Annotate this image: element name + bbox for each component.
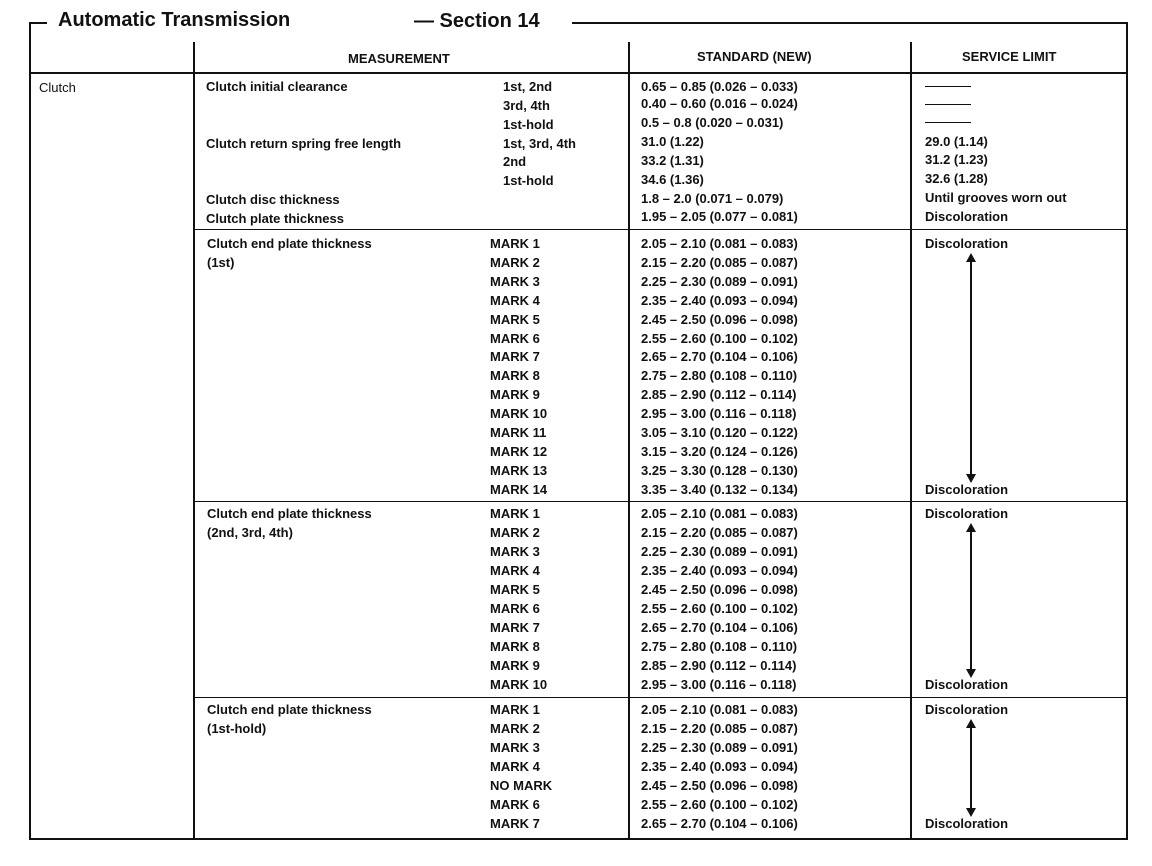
standard-value: 3.15 – 3.20 (0.124 – 0.126) <box>641 444 798 459</box>
group-item-label: Clutch end plate thickness <box>207 702 372 717</box>
arrow-up-icon <box>966 719 976 728</box>
range-arrow-icon <box>970 532 972 669</box>
no-limit-dash <box>925 122 971 123</box>
mark-label: MARK 10 <box>490 406 548 421</box>
standard-value: 2.25 – 2.30 (0.089 – 0.091) <box>641 544 798 559</box>
standard-value: 3.05 – 3.10 (0.120 – 0.122) <box>641 425 798 440</box>
standard-value: 2.05 – 2.10 (0.081 – 0.083) <box>641 506 798 521</box>
mark-label: MARK 2 <box>490 255 540 270</box>
group-divider-3 <box>193 697 1128 698</box>
col-divider-3 <box>910 42 912 840</box>
item-clutch-disc-thickness: Clutch disc thickness <box>206 192 340 207</box>
standard-value: 2.75 – 2.80 (0.108 – 0.110) <box>641 639 798 654</box>
item-clutch-return-spring: Clutch return spring free length <box>206 136 402 151</box>
limit-value: 31.2 (1.23) <box>925 152 988 167</box>
mark-label: MARK 5 <box>490 582 540 597</box>
standard-value: 2.55 – 2.60 (0.100 – 0.102) <box>641 601 798 616</box>
mark-label: MARK 7 <box>490 349 540 364</box>
col-divider-2 <box>628 42 630 840</box>
standard-value: 2.15 – 2.20 (0.085 – 0.087) <box>641 525 798 540</box>
mark-label: MARK 14 <box>490 482 548 497</box>
group-divider-1 <box>193 229 1128 230</box>
standard-value: 2.25 – 2.30 (0.089 – 0.091) <box>641 740 798 755</box>
standard-value: 3.35 – 3.40 (0.132 – 0.134) <box>641 482 798 497</box>
standard-value: 2.75 – 2.80 (0.108 – 0.110) <box>641 368 798 383</box>
standard-value: 2.15 – 2.20 (0.085 – 0.087) <box>641 255 798 270</box>
standard-value: 2.85 – 2.90 (0.112 – 0.114) <box>641 387 797 402</box>
mark-label: MARK 3 <box>490 274 540 289</box>
group-item-qualifier: (1st-hold) <box>207 721 267 736</box>
page-title: Automatic Transmission <box>58 9 291 31</box>
mark-label: MARK 2 <box>490 525 540 540</box>
sub-label: 1st-hold <box>503 117 554 132</box>
mark-label: MARK 6 <box>490 797 540 812</box>
standard-value: 3.25 – 3.30 (0.128 – 0.130) <box>641 463 798 478</box>
standard-value: 2.05 – 2.10 (0.081 – 0.083) <box>641 702 798 717</box>
section-label: — Section 14 <box>414 10 540 32</box>
limit-value-bottom: Discoloration <box>925 816 1009 831</box>
sub-label: 1st, 2nd <box>503 79 553 94</box>
group-item-label: Clutch end plate thickness <box>207 506 372 521</box>
sub-label: 2nd <box>503 154 527 169</box>
standard-value: 2.85 – 2.90 (0.112 – 0.114) <box>641 658 797 673</box>
mark-label: MARK 12 <box>490 444 548 459</box>
standard-value: 2.15 – 2.20 (0.085 – 0.087) <box>641 721 798 736</box>
mark-label: MARK 7 <box>490 816 540 831</box>
mark-label: MARK 9 <box>490 658 540 673</box>
no-limit-dash <box>925 86 971 87</box>
standard-value: 2.25 – 2.30 (0.089 – 0.091) <box>641 274 798 289</box>
group-divider-2 <box>193 501 1128 502</box>
standard-value: 2.55 – 2.60 (0.100 – 0.102) <box>641 797 798 812</box>
standard-value: 2.45 – 2.50 (0.096 – 0.098) <box>641 312 798 327</box>
mark-label: MARK 1 <box>490 506 540 521</box>
standard-value: 2.95 – 3.00 (0.116 – 0.118) <box>641 406 797 421</box>
mark-label: MARK 13 <box>490 463 548 478</box>
arrow-down-icon <box>966 474 976 483</box>
range-arrow-icon <box>970 728 972 808</box>
mark-label: MARK 8 <box>490 639 540 654</box>
standard-value: 0.5 – 0.8 (0.020 – 0.031) <box>641 115 784 130</box>
limit-value-top: Discoloration <box>925 702 1009 717</box>
standard-value: 2.65 – 2.70 (0.104 – 0.106) <box>641 620 798 635</box>
standard-value: 2.35 – 2.40 (0.093 – 0.094) <box>641 293 798 308</box>
standard-value: 34.6 (1.36) <box>641 172 704 187</box>
arrow-down-icon <box>966 808 976 817</box>
arrow-down-icon <box>966 669 976 678</box>
sub-label: 1st-hold <box>503 173 554 188</box>
standard-value: 2.65 – 2.70 (0.104 – 0.106) <box>641 349 798 364</box>
standard-value: 2.95 – 3.00 (0.116 – 0.118) <box>641 677 797 692</box>
standard-value: 0.40 – 0.60 (0.016 – 0.024) <box>641 96 798 111</box>
mark-label: MARK 6 <box>490 331 540 346</box>
standard-value: 2.05 – 2.10 (0.081 – 0.083) <box>641 236 798 251</box>
limit-value: 32.6 (1.28) <box>925 171 988 186</box>
mark-label: MARK 1 <box>490 702 540 717</box>
frame-left <box>29 22 31 840</box>
limit-value-top: Discoloration <box>925 236 1009 251</box>
mark-label: MARK 4 <box>490 293 540 308</box>
mark-label: MARK 3 <box>490 544 540 559</box>
mark-label: MARK 2 <box>490 721 540 736</box>
mark-label: MARK 7 <box>490 620 540 635</box>
limit-value-bottom: Discoloration <box>925 482 1009 497</box>
standard-value: 0.65 – 0.85 (0.026 – 0.033) <box>641 79 798 94</box>
standard-value: 2.65 – 2.70 (0.104 – 0.106) <box>641 816 798 831</box>
group-item-label: Clutch end plate thickness <box>207 236 372 251</box>
standard-header: STANDARD (NEW) <box>697 49 812 64</box>
mark-label: NO MARK <box>490 778 553 793</box>
range-arrow-icon <box>970 262 972 474</box>
standard-value: 2.45 – 2.50 (0.096 – 0.098) <box>641 778 798 793</box>
arrow-up-icon <box>966 253 976 262</box>
top-rule-left <box>30 22 47 24</box>
item-clutch-initial-clearance: Clutch initial clearance <box>206 79 348 94</box>
col-divider-1 <box>193 42 195 840</box>
mark-label: MARK 1 <box>490 236 540 251</box>
limit-value: Until grooves worn out <box>925 190 1067 205</box>
limit-value: 29.0 (1.14) <box>925 134 988 149</box>
sub-label: 1st, 3rd, 4th <box>503 136 576 151</box>
mark-label: MARK 9 <box>490 387 540 402</box>
standard-value: 33.2 (1.31) <box>641 153 704 168</box>
standard-value: 1.95 – 2.05 (0.077 – 0.081) <box>641 209 798 224</box>
category-label: Clutch <box>39 80 76 95</box>
arrow-up-icon <box>966 523 976 532</box>
mark-label: MARK 6 <box>490 601 540 616</box>
standard-value: 2.55 – 2.60 (0.100 – 0.102) <box>641 331 798 346</box>
standard-value: 2.45 – 2.50 (0.096 – 0.098) <box>641 582 798 597</box>
no-limit-dash <box>925 104 971 105</box>
standard-value: 1.8 – 2.0 (0.071 – 0.079) <box>641 191 784 206</box>
group-item-qualifier: (2nd, 3rd, 4th) <box>207 525 293 540</box>
mark-label: MARK 8 <box>490 368 540 383</box>
standard-value: 2.35 – 2.40 (0.093 – 0.094) <box>641 759 798 774</box>
service-limit-header: SERVICE LIMIT <box>962 49 1057 64</box>
top-rule-right <box>572 22 1128 24</box>
frame-right <box>1126 22 1128 840</box>
mark-label: MARK 10 <box>490 677 548 692</box>
measurement-header: MEASUREMENT <box>348 51 450 66</box>
standard-value: 31.0 (1.22) <box>641 134 704 149</box>
group-item-qualifier: (1st) <box>207 255 235 270</box>
mark-label: MARK 4 <box>490 563 540 578</box>
sub-label: 3rd, 4th <box>503 98 550 113</box>
limit-value-bottom: Discoloration <box>925 677 1009 692</box>
standard-value: 2.35 – 2.40 (0.093 – 0.094) <box>641 563 798 578</box>
limit-value-top: Discoloration <box>925 506 1009 521</box>
mark-label: MARK 11 <box>490 425 547 440</box>
mark-label: MARK 4 <box>490 759 540 774</box>
item-clutch-plate-thickness: Clutch plate thickness <box>206 211 344 226</box>
mark-label: MARK 3 <box>490 740 540 755</box>
mark-label: MARK 5 <box>490 312 540 327</box>
limit-value: Discoloration <box>925 209 1009 224</box>
